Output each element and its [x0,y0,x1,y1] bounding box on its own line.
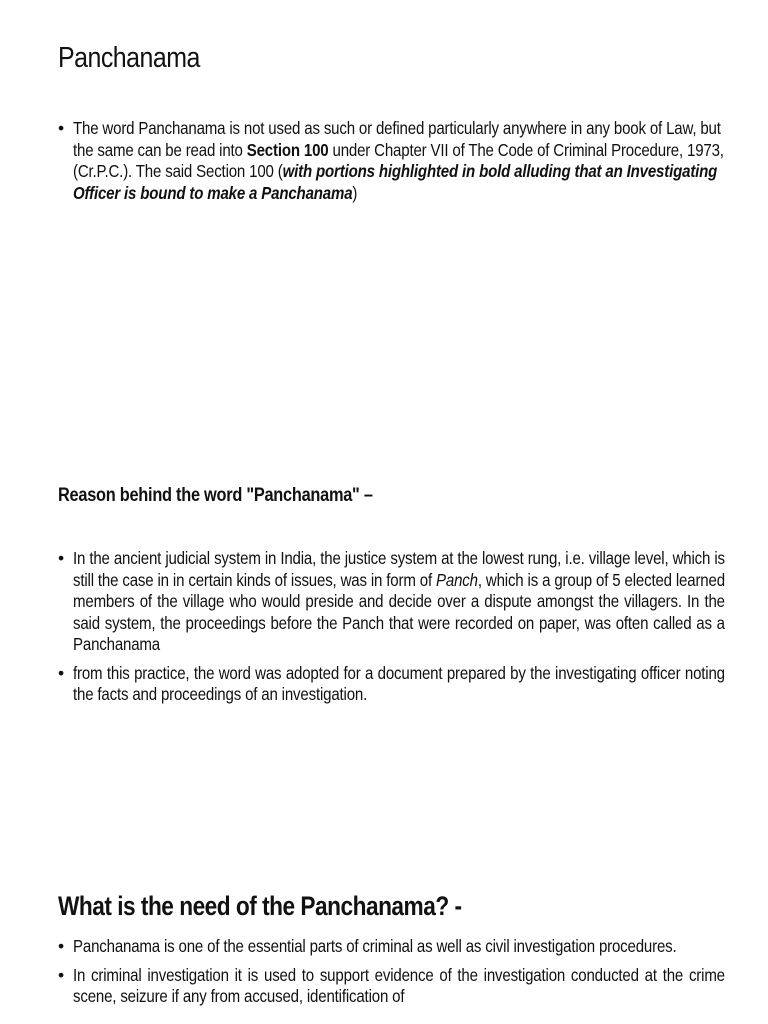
intro-text-end: ) [352,182,358,203]
intro-paragraph [73,118,725,204]
bullet-icon: • [58,936,64,956]
intro-list [58,118,724,211]
page-title: Panchanama [58,42,200,74]
reason-paragraph-1 [73,548,725,656]
list-item [58,662,725,706]
need-paragraph-2: In criminal investigation it is used to support evidence of the investigation conducted at the crime scene, seizure if any from accused, identification of [73,964,725,1006]
panch-term: Panch [436,569,478,590]
section-reference: Section 100 [246,139,329,160]
list-item [58,964,725,1008]
bullet-icon: • [58,964,64,985]
reason-paragraph-2: from this practice, the word was adopted for a document prepared by the investigating officer noting the facts and proceedings of an investigation. [73,662,725,704]
intro-emphasis: with portions highlighted in bold alluding that an Investigating Officer is bound to make a Panchanama [73,161,718,203]
intro-text-middle: under Chapter VII of The Code of Criminal Procedure, 1973, (Cr.P.C.). The said Section 100 ( [73,139,724,181]
list-item [58,118,724,204]
reason-text-start: In the ancient judicial system in India, the justice system at the lowest rung, i.e. village level, which is still the case in in certain kinds of issues, was in form of [73,548,725,590]
bullet-icon: • [58,548,64,568]
list-item [58,548,725,656]
reason-text-end: , which is a group of 5 elected learned members of the village who would preside and decide over a dispute amongst the villagers. In the said system, the proceedings before the Panch that were recorded on paper, was often called as a Panchanama [73,569,725,654]
bullet-icon: • [58,662,64,683]
need-list [58,936,725,1015]
intro-text-start: The word Panchanama is not used as such or defined particularly anywhere in any book of Law, but the same can be read into [73,118,721,160]
reason-list [58,548,725,713]
reason-heading: Reason behind the word "Panchanama" – [58,485,373,506]
need-paragraph-1: Panchanama is one of the essential parts of criminal as well as civil investigation procedures. [73,936,677,956]
bullet-icon: • [58,118,64,138]
list-item [58,936,710,958]
need-heading: What is the need of the Panchanama? - [58,891,462,921]
